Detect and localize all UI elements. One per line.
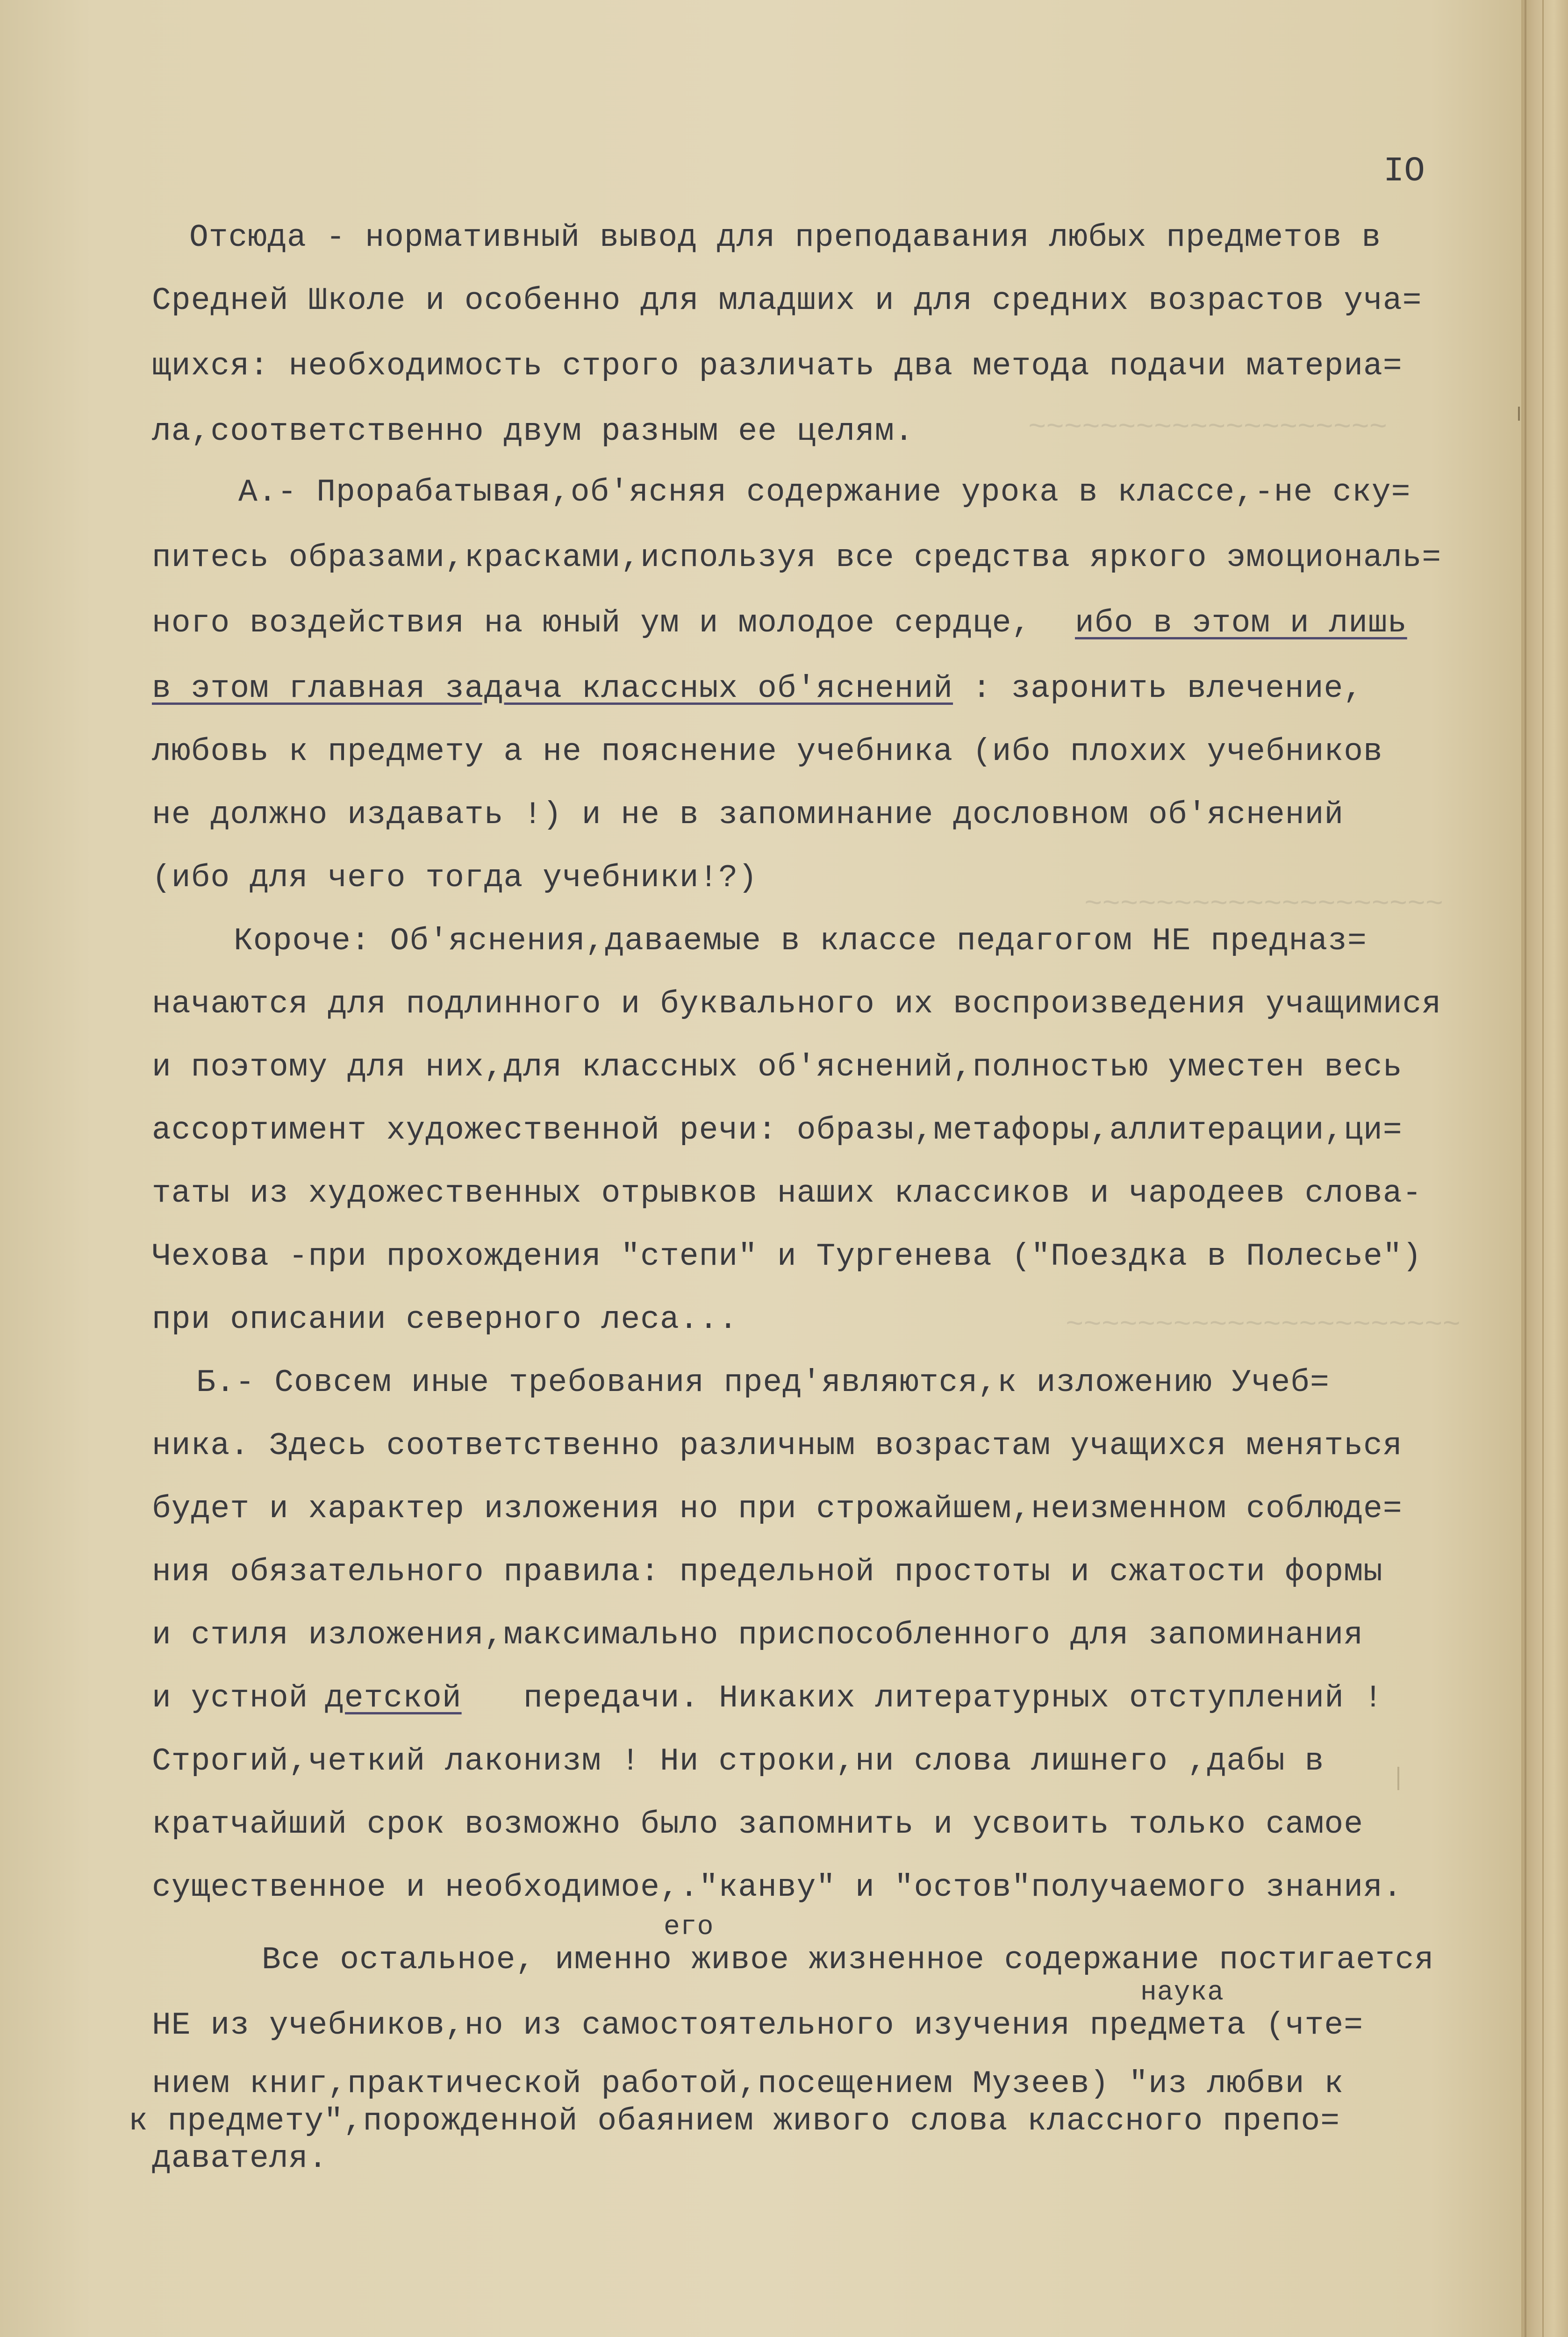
underlined-phrase: в этом главная задача классных об'яснений <box>152 671 953 707</box>
text-line: : заронить влечение, <box>972 671 1363 707</box>
text-line: Б.- Совсем иные требования пред'являются,к изложению Учеб= <box>196 1365 1330 1401</box>
text-line: НЕ из учебников,но из самостоятельного изучения предмета (чте= <box>152 2007 1364 2043</box>
text-line: А.- Прорабатывая,об'ясняя содержание урока в классе,-не ску= <box>238 474 1411 510</box>
show-through: ~~~~~~~~~~~~~~~~~~~~ <box>1084 888 1444 922</box>
text-line: нием книг,практической работой,посещением Музеев) "из любви к <box>152 2066 1344 2102</box>
edge-line <box>1542 0 1544 2337</box>
text-line: щихся: необходимость строго различать два метода подачи материа= <box>152 348 1403 384</box>
text-line: ассортимент художественной речи: образы,метафоры,аллитерации,ци= <box>152 1112 1403 1148</box>
text-line: и поэтому для них,для классных об'яснений,полностью уместен весь <box>152 1049 1403 1085</box>
text-line: и стиля изложения,максимально приспособленного для запоминания <box>152 1617 1364 1653</box>
text-line: к предмету",порожденной обаянием живого слова классного препо= <box>129 2103 1340 2139</box>
text-line: Короче: Об'яснения,даваемые в классе педагогом НЕ предназ= <box>234 923 1367 959</box>
text-line: будет и характер изложения но при строжайшем,неизменном соблюде= <box>152 1491 1403 1527</box>
underlined-phrase: ибо в этом и лишь <box>1075 605 1407 641</box>
text-line: питесь образами,красками,используя все средства яркого эмоциональ= <box>152 540 1442 576</box>
text-line: передачи. Никаких литературных отступлений ! <box>523 1680 1383 1716</box>
show-through: ~~~~~~~~~~~~~~~~~~~~ <box>1028 411 1388 445</box>
text-line: Все остальное, именно живое жизненное содержание постигается <box>262 1942 1434 1978</box>
text-line: Чехова -при прохождения "степи" и Тургенева ("Поездка в Полесье") <box>152 1239 1422 1275</box>
text-line: при описании северного леса... <box>152 1302 738 1338</box>
underlined-word: детской <box>325 1680 462 1716</box>
interlinear-insertion: его <box>664 1912 714 1943</box>
text-line: ния обязательного правила: предельной простоты и сжатости формы <box>152 1554 1383 1590</box>
text-line: Средней Школе и особенно для младших и для средних возрастов уча= <box>152 283 1422 319</box>
text-line: давателя. <box>152 2141 328 2177</box>
show-through: ~~~~~~~~~~~~~~~~~~~~~~ <box>1066 1309 1461 1342</box>
text-line: Отсюда - нормативный вывод для преподавания любых предметов в <box>189 220 1382 256</box>
text-line: и устной <box>152 1680 308 1716</box>
text-line: ла,соответственно двум разным ее целям. <box>152 414 914 450</box>
text-line: таты из художественных отрывков наших классиков и чародеев слова- <box>152 1176 1422 1212</box>
edge-line <box>1525 0 1526 2337</box>
text-line: ного воздействия на юный ум и молодое сердце, <box>152 605 1031 641</box>
page-edge <box>1521 0 1568 2337</box>
text-line: существенное и необходимое,."канву" и "остов"получаемого знания. <box>152 1870 1403 1906</box>
text-line: любовь к предмету а не пояснение учебника (ибо плохих учебников <box>152 734 1383 770</box>
text-line: Строгий,четкий лаконизм ! Ни строки,ни слова лишнего ,дабы в <box>152 1743 1325 1779</box>
text-line: кратчайший срок возможно было запомнить и усвоить только самое <box>152 1807 1364 1842</box>
text-line: (ибо для чего тогда учебники!?) <box>152 860 758 896</box>
page-number: IO <box>1383 152 1425 191</box>
text-line: не должно издавать !) и не в запоминание дословном об'яснений <box>152 797 1344 833</box>
interlinear-insertion: наука <box>1140 1978 1224 2008</box>
text-line: ника. Здесь соответственно различным возрастам учащихся меняться <box>152 1428 1403 1464</box>
text-line: начаются для подлинного и буквального их воспроизведения учащимися <box>152 986 1442 1022</box>
